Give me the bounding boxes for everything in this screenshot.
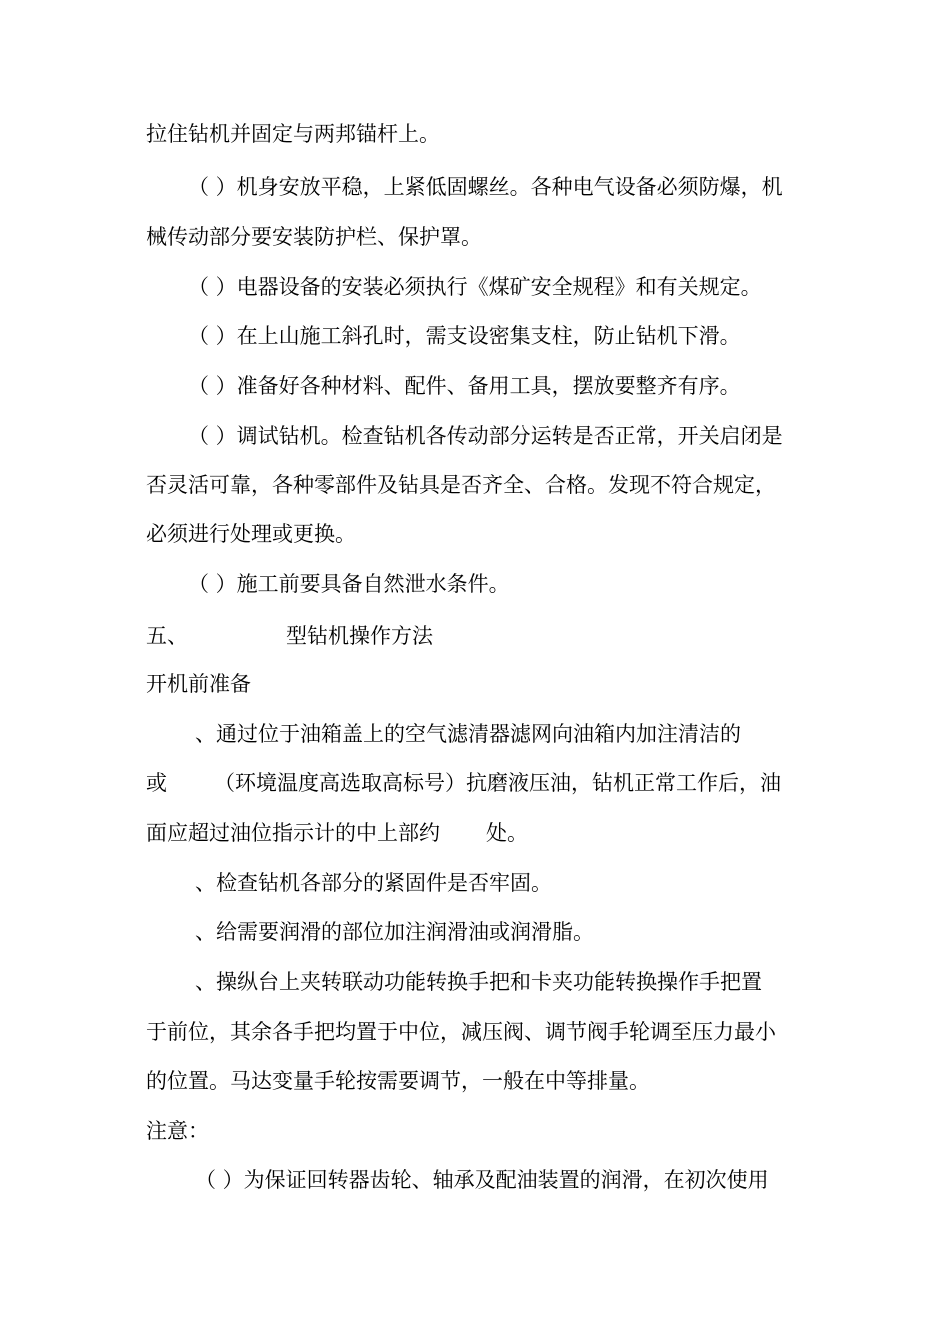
step-line: 、检查钻机各部分的紧固件是否牢固。 [195, 871, 552, 895]
step-line: 、通过位于油箱盖上的空气滤清器滤网向油箱内加注清洁的 [195, 722, 741, 746]
list-item-line: （ ）调试钻机。检查钻机各传动部分运转是否正常，开关启闭是 [188, 424, 783, 448]
step-line: 于前位，其余各手把均置于中位，减压阀、调节阀手轮调至压力最小 [146, 1020, 776, 1044]
paragraph-line: 拉住钻机并固定与两邦锚杆上。 [146, 122, 440, 146]
paragraph-line: 否灵活可靠，各种零部件及钻具是否齐全、合格。发现不符合规定， [146, 473, 776, 497]
step-line: 或 （环境温度高选取高标号）抗磨液压油，钻机正常工作后，油 [146, 771, 781, 795]
note-label: 注意： [146, 1119, 209, 1143]
paragraph-line: 械传动部分要安装防护栏、保护罩。 [146, 225, 482, 249]
step-line: 、给需要润滑的部位加注润滑油或润滑脂。 [195, 920, 594, 944]
list-item-line: （ ）在上山施工斜孔时，需支设密集支柱，防止钻机下滑。 [188, 324, 741, 348]
note-line: （ ）为保证回转器齿轮、轴承及配油装置的润滑，在初次使用 [195, 1168, 769, 1192]
list-item-line: （ ）准备好各种材料、配件、备用工具，摆放要整齐有序。 [188, 374, 741, 398]
section-number: 五、 [146, 624, 188, 648]
section-heading [146, 622, 433, 650]
list-item-line: （ ）施工前要具备自然泄水条件。 [188, 572, 510, 596]
subheading: 开机前准备 [146, 672, 251, 696]
list-item-line: （ ）电器设备的安装必须执行《煤矿安全规程》和有关规定。 [188, 275, 762, 299]
step-line: 面应超过油位指示计的中上部约 处。 [146, 821, 528, 845]
section-title: 型钻机操作方法 [286, 624, 433, 648]
step-line: 、操纵台上夹转联动功能转换手把和卡夹功能转换操作手把置 [195, 970, 762, 994]
list-item-line: （ ）机身安放平稳，上紧低固螺丝。各种电气设备必须防爆，机 [188, 175, 783, 199]
paragraph-line: 必须进行处理或更换。 [146, 522, 356, 546]
step-line: 的位置。马达变量手轮按需要调节，一般在中等排量。 [146, 1069, 650, 1093]
